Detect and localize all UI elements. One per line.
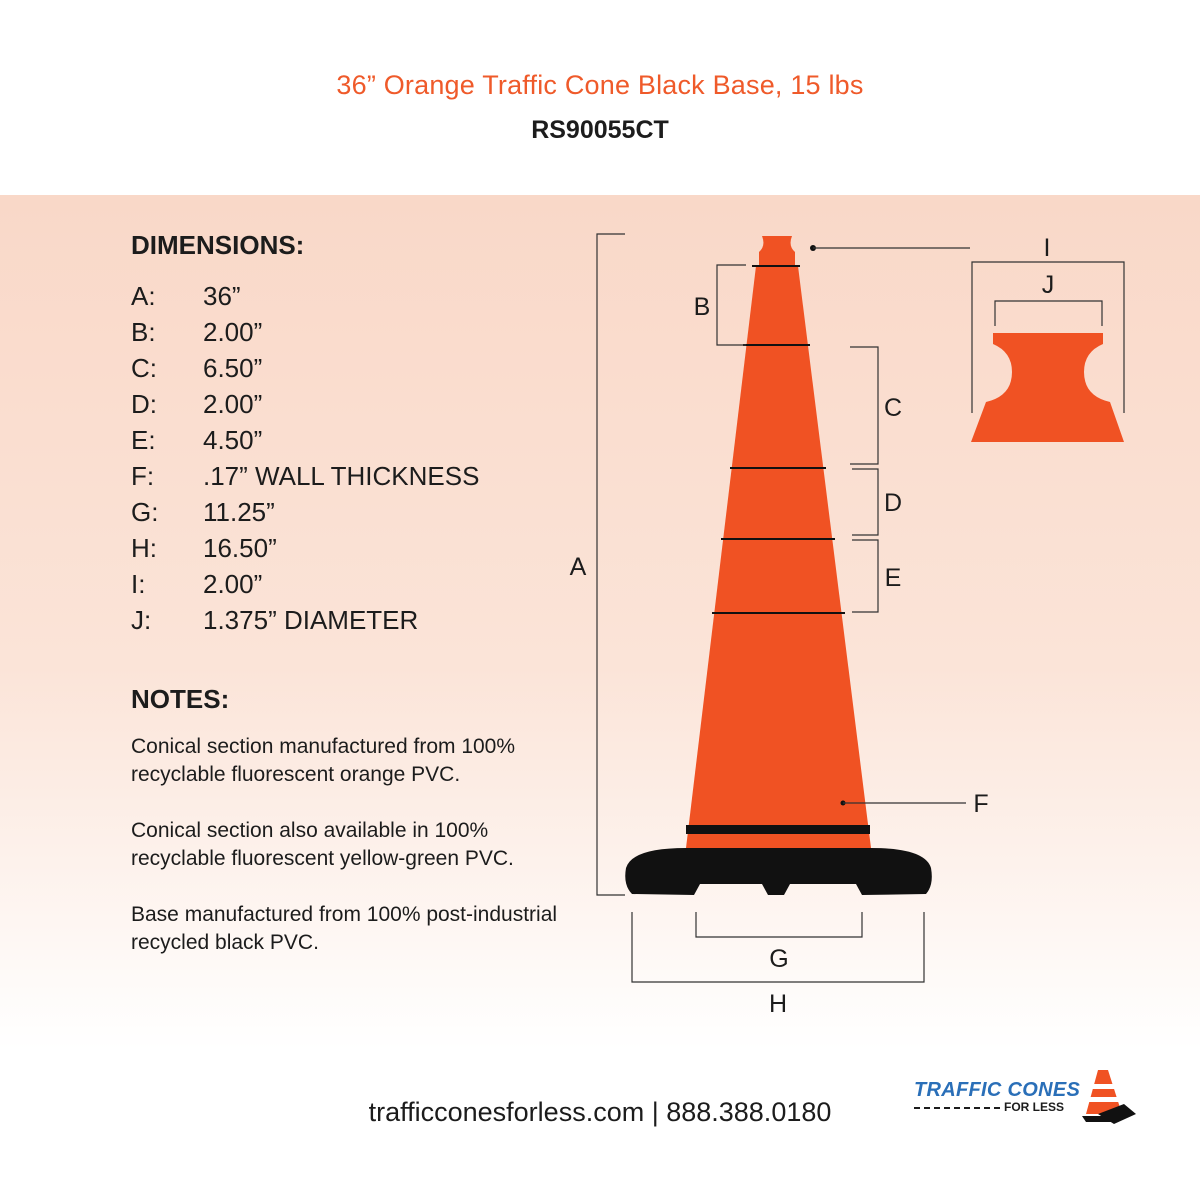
dimension-bracket-b [717,265,746,345]
note-item: Base manufactured from 100% post-industrial recycled black PVC. [131,903,558,954]
diagram-label-f: F [973,790,989,818]
dimension-letter: I: [131,569,146,599]
logo-cone-icon [1078,1068,1140,1128]
dimension-value: 11.25” [203,497,275,527]
dimension-letter: G: [131,497,159,527]
product-sku: RS90055CT [531,116,669,144]
dimension-letter: B: [131,317,156,347]
cone-top-detail [971,333,1124,442]
dimension-letter: D: [131,389,157,419]
dimension-value: 16.50” [203,533,277,563]
product-title: 36” Orange Traffic Cone Black Base, 15 lbs [336,70,864,100]
dimension-bracket-c [850,347,878,464]
diagram-label-c: C [883,394,903,422]
diagram-label-d: D [883,489,903,517]
dimension-value: 2.00” [203,569,263,599]
dimension-value: .17” WALL THICKNESS [203,461,480,491]
cone-black-stripe [686,825,870,834]
diagram-label-e: E [884,564,902,592]
dimension-letter: H: [131,533,157,563]
dimension-value: 2.00” [203,389,263,419]
notes-heading: NOTES: [131,684,230,714]
dimension-bracket-g [696,912,862,937]
diagram-label-j: J [1041,271,1055,299]
cone-base [625,848,932,895]
logo-subtext: FOR LESS [1004,1100,1065,1114]
dimension-value: 4.50” [203,425,263,455]
note-item: Conical section manufactured from 100% recyclable fluorescent orange PVC. [131,735,516,786]
dimension-value: 6.50” [203,353,263,383]
diagram-label-h: H [768,990,788,1018]
cone-top-nub [759,236,795,266]
dimension-bracket-a [597,234,625,895]
diagram-label-a: A [569,553,587,581]
diagram-label-i: I [1043,234,1051,262]
dimension-letter: J: [131,605,152,635]
note-item: Conical section also available in 100% recyclable fluorescent yellow-green PVC. [131,819,514,870]
dimension-value: 36” [203,281,241,311]
logo-text: TRAFFIC CONES [914,1079,1081,1101]
dimension-letter: E: [131,425,156,455]
dimension-value: 1.375” DIAMETER [203,605,419,635]
dimension-bracket-j [995,301,1102,326]
dimension-bracket-d [852,469,878,535]
logo-dash-line [914,1107,1000,1109]
dimension-bracket-e [852,540,878,612]
dimension-letter: C: [131,353,157,383]
cone-body [686,266,871,848]
dimension-letter: A: [131,281,156,311]
dimension-value: 2.00” [203,317,263,347]
dimension-letter: F: [131,461,155,491]
diagram-label-g: G [769,945,789,973]
dimensions-heading: DIMENSIONS: [131,230,305,260]
footer-contact: trafficconesforless.com | 888.388.0180 [368,1097,832,1127]
diagram-label-b: B [693,293,711,321]
